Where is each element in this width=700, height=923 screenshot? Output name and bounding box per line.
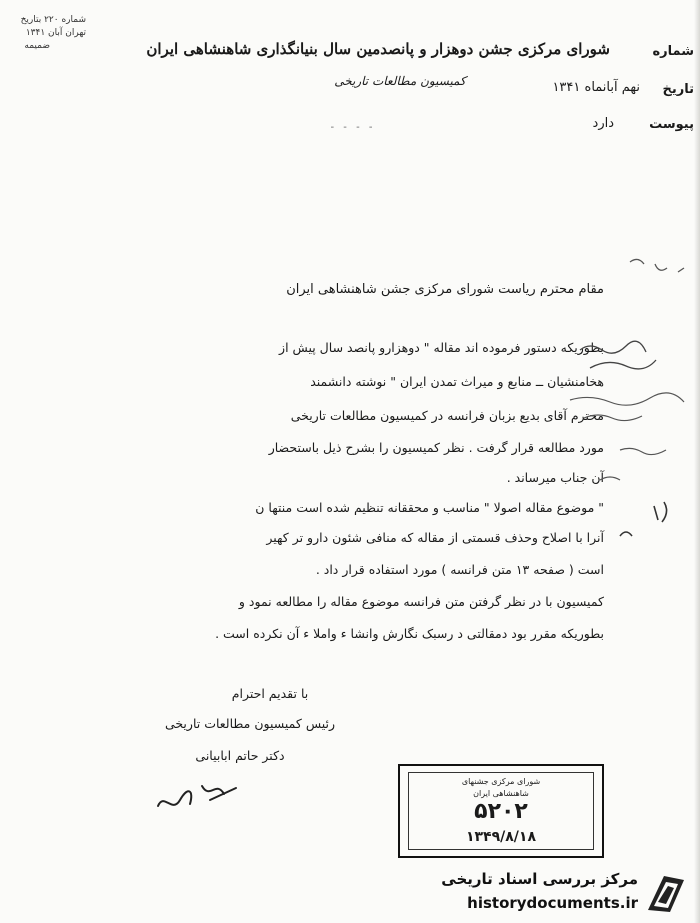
body-line: " موضوع مقاله اصولا " مناسب و محققانه تنظیم شده است منتها ن — [255, 500, 604, 515]
watermark-title: مرکز بررسی اسناد تاریخی — [441, 870, 638, 888]
letterhead-title: شورای مرکزی جشن دوهزار و پانصدمین سال بنیانگذاری شاهنشاهی ایران — [146, 40, 610, 58]
letterhead-subtitle: کمیسیون مطالعات تاریخی — [334, 74, 466, 88]
body-line: کمیسیون با در نظر گرفتن متن فرانسه موضوع مقاله را مطالعه نمود و — [238, 594, 604, 609]
stamp-org-line: شاهنشاهی ایران — [473, 789, 529, 798]
body-line: محترم آقای بدیع بزبان فرانسه در کمیسیون مطالعات تاریخی — [290, 408, 604, 423]
attachment-value: دارد — [592, 116, 614, 131]
body-line: بطوریکه مقرر بود دمقالتی د رسبک نگارش وانشا ء واملا ء آن نکرده است . — [215, 626, 604, 641]
body-line: هخامنشیان ــ منابع و میراث تمدن ایران " نوشته دانشمند — [310, 374, 604, 389]
date-label: تاریخ — [662, 82, 694, 97]
number-label: شماره — [652, 44, 694, 59]
body-line: است ( صفحه ۱۳ متن فرانسه ) مورد استفاده قرار داد . — [315, 562, 604, 577]
top-left-note — [6, 14, 86, 53]
body-line: آن جناب میرساند . — [506, 470, 604, 485]
date-value: نهم آبانماه ۱۳۴۱ — [552, 80, 640, 95]
archive-watermark — [410, 864, 700, 923]
signer-name: دکتر حاتم ابابیانی — [195, 748, 285, 763]
closing: با تقدیم احترام — [231, 686, 309, 701]
stamp-date: ۱۳۴۹/۸/۱۸ — [465, 829, 537, 845]
body-line: آنرا با اصلاح وحذف قسمتی از مقاله که منافی شئون دارو تر کهیر — [266, 530, 604, 545]
attachment-label: پیوست — [649, 117, 694, 132]
salutation: مقام محترم ریاست شورای مرکزی جشن شاهنشاهی ایران — [286, 282, 604, 297]
body-line: مورد مطالعه قرار گرفت . نظر کمیسیون را بشرح ذیل باستحضار — [268, 440, 604, 455]
signature-scribble — [150, 770, 250, 820]
archive-logo-icon — [644, 870, 688, 916]
stamp-frame — [408, 772, 594, 850]
registry-stamp — [398, 764, 604, 858]
margin-annotation — [560, 250, 700, 550]
dotted-line: - - - - — [330, 122, 376, 133]
body-line: بطوریکه دستور فرموده اند مقاله " دوهزارو پانصد سال پیش از — [279, 340, 604, 355]
page-edge-shadow — [694, 0, 700, 923]
signer-role: رئیس کمیسیون مطالعات تاریخی — [164, 716, 336, 731]
stamp-number: ۵۲۰۲ — [474, 799, 528, 824]
top-left-note-line: شماره ۲۲۰ بتاریخ — [20, 15, 86, 25]
top-left-note-line: ضمیمه — [24, 41, 50, 51]
top-left-note-line: تهران آبان ۱۳۴۱ — [25, 28, 86, 38]
watermark-url: historydocuments.ir — [467, 894, 638, 912]
stamp-org-line: شورای مرکزی جشنهای — [461, 777, 541, 786]
